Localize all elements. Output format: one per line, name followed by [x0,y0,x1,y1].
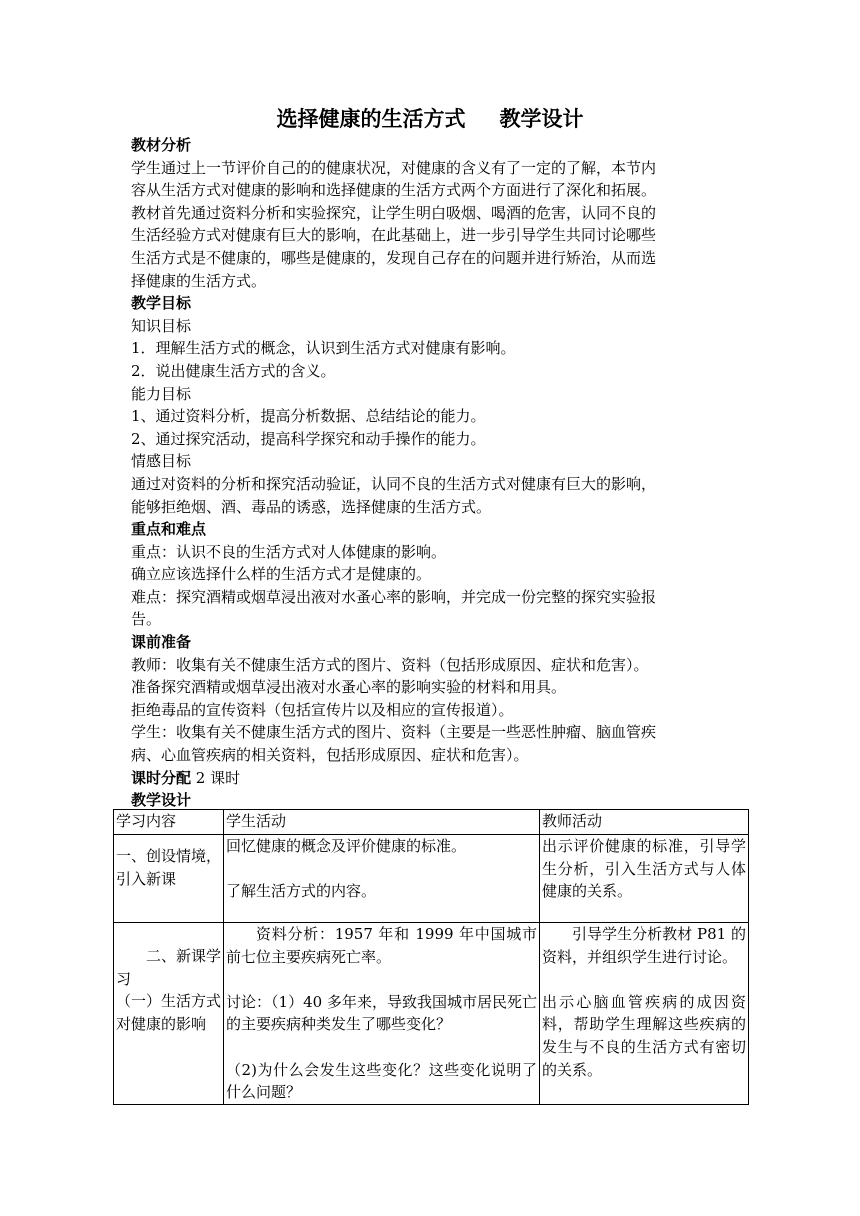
table-header-cell: 学生活动 [224,810,540,835]
cell-text: 资料分析：1957 年和 1999 年中国城市前七位主要疾病死亡率。 [226,925,537,966]
material-line: 容从生活方式对健康的影响和选择健康的生活方式两个方面进行了深化和拓展。 [131,181,657,200]
prep-line: 拒绝毒品的宣传资料（包括宣传片以及相应的宣传报道）。 [131,700,514,719]
keypoint-line: 难点：探究酒精或烟草浸出液对水蚤心率的影响，并完成一份完整的探究实验报 [131,587,657,606]
material-line: 教材首先通过资料分析和实验探究，让学生明白吸烟、喝酒的危害，认同不良的 [131,203,657,222]
cell-text: 二、新课学习 [116,947,222,988]
table-cell-student [224,923,540,1105]
prep-line: 教师：收集有关不健康生活方式的图片、资料（包括形成原因、症状和危害）。 [131,655,649,674]
section-heading-design: 教学设计 [131,791,192,810]
hours-line [131,767,737,790]
prep-line: 学生：收集有关不健康生活方式的图片、资料（主要是一些恶性肿瘤、脑血管疾 [131,723,657,742]
table-header-cell: 学习内容 [114,810,224,835]
cell-text: 讨论：（1）40 多年来，导致我国城市居民死亡的主要疾病种类发生了哪些变化？ [226,992,537,1034]
cell-text: 出示心脑血管疾病的成因资料，帮助学生理解这些疾病的发生与不良的生活方式有密切的关系。 [542,992,746,1079]
table-header-cell: 教师活动 [540,810,749,835]
ability-goal-item: 2、通过探究活动，提高科学探究和动手操作的能力。 [131,429,486,448]
material-line: 择健康的生活方式。 [131,271,267,290]
material-line: 生活经验方式对健康有巨大的影响，在此基础上，进一步引导学生共同讨论哪些 [131,226,657,245]
knowledge-goal-title: 知识目标 [131,316,192,335]
section-heading-material: 教材分析 [131,136,192,154]
table-row [114,923,749,1105]
ability-goal-item: 1、通过资料分析，提高分析数据、总结结论的能力。 [131,407,486,426]
table-cell-content [114,923,224,1105]
ability-goal-title: 能力目标 [131,384,192,403]
keypoint-line: 重点：认识不良的生活方式对人体健康的影响。 [131,542,447,561]
table-cell-student [224,835,540,923]
cell-blank-line [226,858,537,881]
emotion-goal-line: 能够拒绝烟、酒、毒品的诱惑，选择健康的生活方式。 [131,497,492,516]
keypoint-line: 告。 [131,610,162,629]
document-title [0,104,860,134]
table-cell-teacher [540,835,749,923]
knowledge-goal-item: 2．说出健康生活方式的含义。 [131,361,336,380]
title-sub: 教学设计 [499,107,584,131]
cell-text: 出示评价健康的标准，引导学生分析，引入生活方式与人体健康的关系。 [542,837,746,901]
section-heading-keypoints: 重点和难点 [131,520,207,539]
cell-blank-line [542,968,746,991]
cell-blank-line [226,1036,537,1059]
cell-text: 回忆健康的概念及评价健康的标准。 [226,837,467,855]
knowledge-goal-item: 1．理解生活方式的概念，认识到生活方式对健康有影响。 [131,339,516,358]
emotion-goal-title: 情感目标 [131,452,192,471]
cell-text: 了解生活方式的内容。 [226,882,377,901]
hours-value: 2 课时 [191,768,241,787]
table-row [114,835,749,923]
keypoint-line: 确立应该选择什么样的生活方式才是健康的。 [131,565,432,584]
cell-blank-line [226,968,537,991]
section-heading-prep: 课前准备 [131,633,192,652]
emotion-goal-line: 通过对资料的分析和探究活动验证，认同不良的生活方式对健康有巨大的影响， [131,474,657,493]
table-header-row [114,810,749,835]
prep-line: 准备探究酒精或烟草浸出液对水蚤心率的影响实验的材料和用具。 [131,678,567,697]
cell-text: 引导学生分析教材 P81 的资料，并组织学生进行讨论。 [542,925,746,966]
table-cell-content [114,835,224,923]
section-heading-hours: 课时分配 [131,768,192,787]
material-line: 学生通过上一节评价自己的的健康状况，对健康的含义有了一定的了解，本节内 [131,158,657,177]
section-heading-goals: 教学目标 [131,294,192,313]
teaching-design-table [113,809,749,1105]
cell-text: 一、创设情境，引入新课 [116,847,222,888]
title-main: 选择健康的生活方式 [276,107,466,131]
document-body [131,134,737,812]
prep-line: 病、心血管疾病的相关资料，包括形成原因、症状和危害）。 [131,746,529,765]
material-line: 生活方式是不健康的，哪些是健康的，发现自己存在的问题并进行矫治，从而选 [131,248,657,267]
cell-text: （一）生活方式对健康的影响 [116,992,222,1033]
table-cell-teacher [540,923,749,1105]
cell-text: （2)为什么会发生这些变化？这些变化说明了什么问题？ [226,1060,537,1102]
